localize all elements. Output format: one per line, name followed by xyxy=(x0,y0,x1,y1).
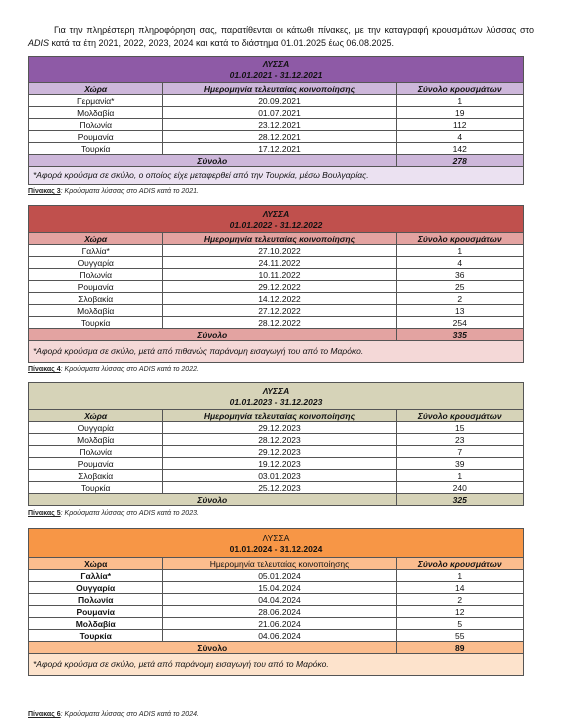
cell-country: Ουγγαρία xyxy=(28,422,163,434)
table-row xyxy=(28,606,524,618)
table-footnote: *Αφορά κρούσμα σε σκύλο, μετά από πιθανώς παράνομη εισαγωγή του από το Μαρόκο. xyxy=(28,341,524,363)
table-row xyxy=(28,245,524,257)
cell-date: 29.12.2023 xyxy=(163,446,396,458)
sum-value: 89 xyxy=(397,642,524,654)
table-row xyxy=(28,618,524,630)
column-header-row xyxy=(28,233,524,245)
col-total-header: Σύνολο κρουσμάτων xyxy=(397,410,524,422)
cell-date: 04.04.2024 xyxy=(163,594,396,606)
cell-date: 23.12.2021 xyxy=(163,119,396,131)
cell-date: 14.12.2022 xyxy=(163,293,396,305)
cell-date: 05.01.2024 xyxy=(163,570,396,582)
cell-total: 15 xyxy=(397,422,524,434)
table-row xyxy=(28,107,524,119)
caption-label: Πίνακας 6 xyxy=(28,711,61,718)
cell-total: 2 xyxy=(397,293,524,305)
cell-date: 10.11.2022 xyxy=(163,269,396,281)
caption-text: : Κρούσματα λύσσας στο ADIS κατά το 2021. xyxy=(60,188,199,195)
table-row xyxy=(28,143,524,155)
cell-country: Ρουμανία xyxy=(28,606,163,618)
cell-date: 01.07.2021 xyxy=(163,107,396,119)
col-total-header: Σύνολο κρουσμάτων xyxy=(397,83,524,95)
table-period: 01.01.2021 - 31.12.2021 xyxy=(229,70,323,80)
cell-date: 15.04.2024 xyxy=(163,582,396,594)
sum-row xyxy=(28,642,524,654)
table-row xyxy=(28,582,524,594)
cell-date: 20.09.2021 xyxy=(163,95,396,107)
table-period: 01.01.2023 - 31.12.2023 xyxy=(229,397,323,407)
table-footnote: *Αφορά κρούσμα σε σκύλο, ο οποίος είχε μεταφερθεί από την Τουρκία, μέσω Βουλγαρίας. xyxy=(28,167,524,185)
cell-date: 28.12.2023 xyxy=(163,434,396,446)
cell-country: Ρουμανία xyxy=(28,458,163,470)
sum-value: 325 xyxy=(397,494,524,506)
cell-country: Τουρκία xyxy=(28,630,163,642)
cell-country: Γαλλία* xyxy=(28,245,163,257)
table-row xyxy=(28,422,524,434)
table-title: ΛΥΣΣΑ xyxy=(262,533,290,543)
col-total-header: Σύνολο κρουσμάτων xyxy=(397,233,524,245)
sum-label: Σύνολο xyxy=(28,329,397,341)
col-total-header: Σύνολο κρουσμάτων xyxy=(397,558,524,570)
cell-country: Γερμανία* xyxy=(28,95,163,107)
cell-country: Μολδαβία xyxy=(28,107,163,119)
table-row xyxy=(28,570,524,582)
cell-date: 03.01.2023 xyxy=(163,470,396,482)
table-row xyxy=(28,470,524,482)
cell-date: 28.06.2024 xyxy=(163,606,396,618)
table-header xyxy=(28,56,524,83)
table-row xyxy=(28,482,524,494)
sum-row xyxy=(28,329,524,341)
col-country-header: Χώρα xyxy=(28,233,163,245)
cell-total: 25 xyxy=(397,281,524,293)
table-2021 xyxy=(28,56,524,185)
cell-country: Ουγγαρία xyxy=(28,257,163,269)
table-title: ΛΥΣΣΑ xyxy=(262,386,290,396)
cell-country: Μολδαβία xyxy=(28,618,163,630)
cell-country: Πολωνία xyxy=(28,594,163,606)
column-header-row xyxy=(28,410,524,422)
cell-total: 55 xyxy=(397,630,524,642)
cell-date: 27.10.2022 xyxy=(163,245,396,257)
cell-total: 1 xyxy=(397,95,524,107)
table-footnote: *Αφορά κρούσμα σε σκύλο, μετά από παράνομη εισαγωγή του από το Μαρόκο. xyxy=(28,654,524,676)
cell-date: 29.12.2023 xyxy=(163,422,396,434)
col-country-header: Χώρα xyxy=(28,410,163,422)
col-date-header: Ημερομηνία τελευταίας κοινοποίησης xyxy=(163,410,396,422)
table-title: ΛΥΣΣΑ xyxy=(262,59,290,69)
cell-date: 28.12.2021 xyxy=(163,131,396,143)
cell-date: 24.11.2022 xyxy=(163,257,396,269)
table-row xyxy=(28,317,524,329)
cell-date: 27.12.2022 xyxy=(163,305,396,317)
cell-total: 1 xyxy=(397,245,524,257)
table-row xyxy=(28,281,524,293)
table-header xyxy=(28,382,524,410)
cell-date: 19.12.2023 xyxy=(163,458,396,470)
table-2024 xyxy=(28,528,524,676)
cell-total: 142 xyxy=(397,143,524,155)
cell-total: 13 xyxy=(397,305,524,317)
intro-text-part2: κατά τα έτη 2021, 2022, 2023, 2024 και κατά το διάστημα 01.01.2025 έως 06.08.2025. xyxy=(49,38,394,48)
sum-label: Σύνολο xyxy=(28,642,397,654)
col-date-header: Ημερομηνία τελευταίας κοινοποίησης xyxy=(163,558,396,570)
cell-country: Ρουμανία xyxy=(28,131,163,143)
table-row xyxy=(28,293,524,305)
table-row xyxy=(28,446,524,458)
sum-row xyxy=(28,494,524,506)
cell-date: 29.12.2022 xyxy=(163,281,396,293)
cell-country: Σλοβακία xyxy=(28,470,163,482)
table-2023 xyxy=(28,382,524,506)
cell-date: 25.12.2023 xyxy=(163,482,396,494)
table-caption-2023 xyxy=(28,510,199,517)
cell-total: 39 xyxy=(397,458,524,470)
cell-country: Μολδαβία xyxy=(28,305,163,317)
table-2022 xyxy=(28,205,524,363)
table-header xyxy=(28,205,524,233)
cell-country: Ρουμανία xyxy=(28,281,163,293)
cell-total: 1 xyxy=(397,570,524,582)
cell-total: 112 xyxy=(397,119,524,131)
sum-label: Σύνολο xyxy=(28,155,397,167)
cell-total: 36 xyxy=(397,269,524,281)
cell-total: 2 xyxy=(397,594,524,606)
cell-country: Τουρκία xyxy=(28,482,163,494)
cell-date: 28.12.2022 xyxy=(163,317,396,329)
col-date-header: Ημερομηνία τελευταίας κοινοποίησης xyxy=(163,233,396,245)
sum-value: 278 xyxy=(397,155,524,167)
table-header xyxy=(28,528,524,558)
col-date-header: Ημερομηνία τελευταίας κοινοποίησης xyxy=(163,83,396,95)
caption-text: : Κρούσματα λύσσας στο ADIS κατά το 2023. xyxy=(60,510,199,517)
intro-text-part1: Για την πληρέστερη πληροφόρηση σας, παρατίθενται οι κάτωθι πίνακες, με την καταγραφή κρουσμάτων λύσσας στο xyxy=(54,25,534,35)
cell-country: Τουρκία xyxy=(28,317,163,329)
table-row xyxy=(28,305,524,317)
sum-label: Σύνολο xyxy=(28,494,397,506)
col-country-header: Χώρα xyxy=(28,83,163,95)
cell-total: 4 xyxy=(397,131,524,143)
table-title: ΛΥΣΣΑ xyxy=(262,209,290,219)
caption-label: Πίνακας 5 xyxy=(28,510,61,517)
table-row xyxy=(28,630,524,642)
cell-country: Γαλλία* xyxy=(28,570,163,582)
cell-total: 4 xyxy=(397,257,524,269)
sum-value: 335 xyxy=(397,329,524,341)
cell-total: 254 xyxy=(397,317,524,329)
col-country-header: Χώρα xyxy=(28,558,163,570)
table-period: 01.01.2022 - 31.12.2022 xyxy=(229,220,323,230)
table-row xyxy=(28,95,524,107)
caption-text: : Κρούσματα λύσσας στο ADIS κατά το 2022. xyxy=(60,366,199,373)
cell-country: Πολωνία xyxy=(28,446,163,458)
caption-label: Πίνακας 4 xyxy=(28,366,61,373)
cell-total: 14 xyxy=(397,582,524,594)
cell-country: Μολδαβία xyxy=(28,434,163,446)
column-header-row xyxy=(28,83,524,95)
cell-country: Τουρκία xyxy=(28,143,163,155)
table-row xyxy=(28,458,524,470)
table-row xyxy=(28,269,524,281)
cell-total: 5 xyxy=(397,618,524,630)
table-row xyxy=(28,131,524,143)
table-row xyxy=(28,257,524,269)
cell-total: 7 xyxy=(397,446,524,458)
cell-total: 240 xyxy=(397,482,524,494)
caption-label: Πίνακας 3 xyxy=(28,188,61,195)
cell-total: 1 xyxy=(397,470,524,482)
cell-date: 04.06.2024 xyxy=(163,630,396,642)
cell-total: 12 xyxy=(397,606,524,618)
caption-text: : Κρούσματα λύσσας στο ADIS κατά το 2024. xyxy=(60,711,199,718)
cell-total: 19 xyxy=(397,107,524,119)
intro-adis: ADIS xyxy=(28,38,50,48)
cell-country: Πολωνία xyxy=(28,269,163,281)
cell-date: 21.06.2024 xyxy=(163,618,396,630)
sum-row xyxy=(28,155,524,167)
table-row xyxy=(28,594,524,606)
intro-paragraph xyxy=(28,24,534,50)
column-header-row xyxy=(28,558,524,570)
table-caption-2021 xyxy=(28,188,199,195)
cell-total: 23 xyxy=(397,434,524,446)
cell-date: 17.12.2021 xyxy=(163,143,396,155)
table-caption-2024 xyxy=(28,711,199,718)
cell-country: Ουγγαρία xyxy=(28,582,163,594)
table-row xyxy=(28,434,524,446)
cell-country: Πολωνία xyxy=(28,119,163,131)
table-row xyxy=(28,119,524,131)
cell-country: Σλοβακία xyxy=(28,293,163,305)
table-caption-2022 xyxy=(28,366,199,373)
table-period: 01.01.2024 - 31.12.2024 xyxy=(229,544,323,554)
